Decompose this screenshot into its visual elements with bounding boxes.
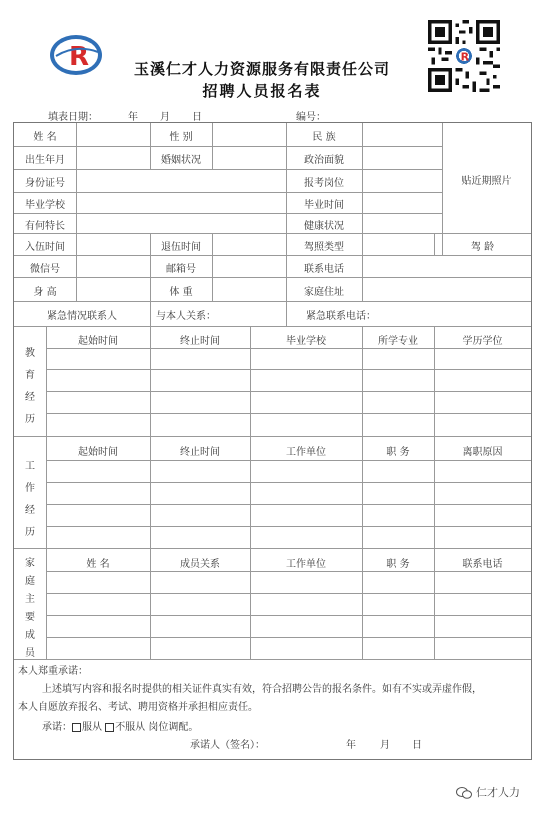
checkbox-not-obey[interactable] — [105, 723, 114, 732]
work-header-start: 起始时间 — [78, 447, 118, 458]
family-side-3: 主 — [25, 594, 35, 605]
label-marital: 婚姻状况 — [161, 155, 201, 166]
company-name: 玉溪仁才人力资源服务有限责任公司 — [133, 60, 390, 78]
pledge-line-1: 上述填写内容和报名时提供的相关证件真实有效，符合招聘公告的报名条件。如有不实或弄虚作假， — [42, 684, 482, 695]
pledge-commitment: 承诺： 服从 不服从 岗位调配。 — [42, 722, 199, 733]
sign-month: 月 — [380, 740, 390, 751]
label-political: 政治面貌 — [304, 155, 344, 166]
label-email: 邮箱号 — [166, 264, 196, 275]
label-specialty: 有何特长 — [25, 221, 65, 232]
label-wechat: 微信号 — [30, 264, 60, 275]
label-emergency-phone: 紧急联系电话： — [306, 311, 376, 322]
label-position: 报考岗位 — [304, 178, 344, 189]
work-header-title: 职 务 — [386, 447, 410, 458]
label-emergency-contact: 紧急情况联系人 — [47, 311, 117, 322]
work-side-4: 历 — [25, 527, 35, 538]
pledge-heading: 本人郑重承诺： — [18, 666, 88, 677]
label-id-number: 身份证号 — [25, 178, 65, 189]
family-header-relation: 成员关系 — [180, 559, 220, 570]
label-school: 毕业学校 — [25, 200, 65, 211]
label-relationship: 与本人关系： — [156, 311, 216, 322]
work-header-leave-reason: 离职原因 — [462, 447, 503, 458]
registration-form — [13, 122, 532, 760]
label-phone: 联系电话 — [304, 264, 344, 275]
sign-year: 年 — [346, 740, 356, 751]
label-grad-time: 毕业时间 — [304, 200, 344, 211]
company-logo — [48, 32, 104, 78]
edu-header-school: 毕业学校 — [286, 336, 326, 347]
label-discharge-time: 退伍时间 — [161, 242, 201, 253]
family-side-5: 成 — [25, 630, 35, 641]
signer-label: 承诺人（签名）： — [190, 740, 265, 751]
label-health: 健康状况 — [304, 221, 344, 232]
qr-code — [428, 20, 500, 92]
family-header-title: 职 务 — [386, 559, 410, 570]
education-side-4: 历 — [25, 414, 35, 425]
family-side-1: 家 — [25, 558, 35, 569]
work-side-1: 工 — [25, 461, 35, 472]
family-side-4: 要 — [25, 612, 35, 623]
svg-text:R: R — [460, 50, 470, 64]
photo-label: 贴近期照片 — [461, 176, 512, 187]
edu-header-end: 终止时间 — [180, 336, 220, 347]
label-name: 姓 名 — [33, 132, 57, 143]
work-header-end: 终止时间 — [180, 447, 220, 458]
svg-text:R: R — [69, 42, 90, 72]
work-header-employer: 工作单位 — [286, 447, 326, 458]
sign-day: 日 — [412, 740, 422, 751]
work-side-3: 经 — [25, 505, 35, 516]
family-side-2: 庭 — [25, 576, 35, 587]
label-driving-age: 驾 龄 — [470, 242, 495, 253]
fill-date: 填表日期： 年 月 日 — [48, 112, 202, 123]
pledge-line-2: 本人自愿放弃报名、考试、聘用资格并承担相应责任。 — [18, 702, 258, 713]
education-side-1: 教 — [25, 348, 35, 359]
label-entry-time: 入伍时间 — [25, 242, 65, 253]
education-side-3: 经 — [25, 392, 35, 403]
family-header-employer: 工作单位 — [286, 559, 326, 570]
form-number: 编号： — [296, 108, 438, 123]
label-ethnicity: 民 族 — [312, 132, 336, 143]
label-weight: 体 重 — [169, 287, 193, 298]
edu-header-start: 起始时间 — [78, 336, 118, 347]
label-gender: 性 别 — [169, 132, 193, 143]
family-side-6: 员 — [25, 648, 35, 659]
form-title: 招聘人员报名表 — [202, 82, 322, 100]
edu-header-degree: 学历学位 — [462, 336, 503, 347]
edu-header-major: 所学专业 — [378, 336, 418, 347]
checkbox-obey[interactable] — [72, 723, 81, 732]
label-birth: 出生年月 — [25, 155, 65, 166]
wechat-watermark: 仁才人力 — [456, 784, 520, 800]
wechat-icon — [456, 787, 472, 799]
work-side-2: 作 — [25, 483, 35, 494]
family-header-name: 姓 名 — [86, 559, 110, 570]
label-license-type: 驾照类型 — [304, 242, 344, 253]
family-header-phone: 联系电话 — [462, 559, 503, 570]
education-side-2: 育 — [25, 370, 35, 381]
label-height: 身 高 — [33, 287, 57, 298]
label-address: 家庭住址 — [304, 287, 344, 298]
